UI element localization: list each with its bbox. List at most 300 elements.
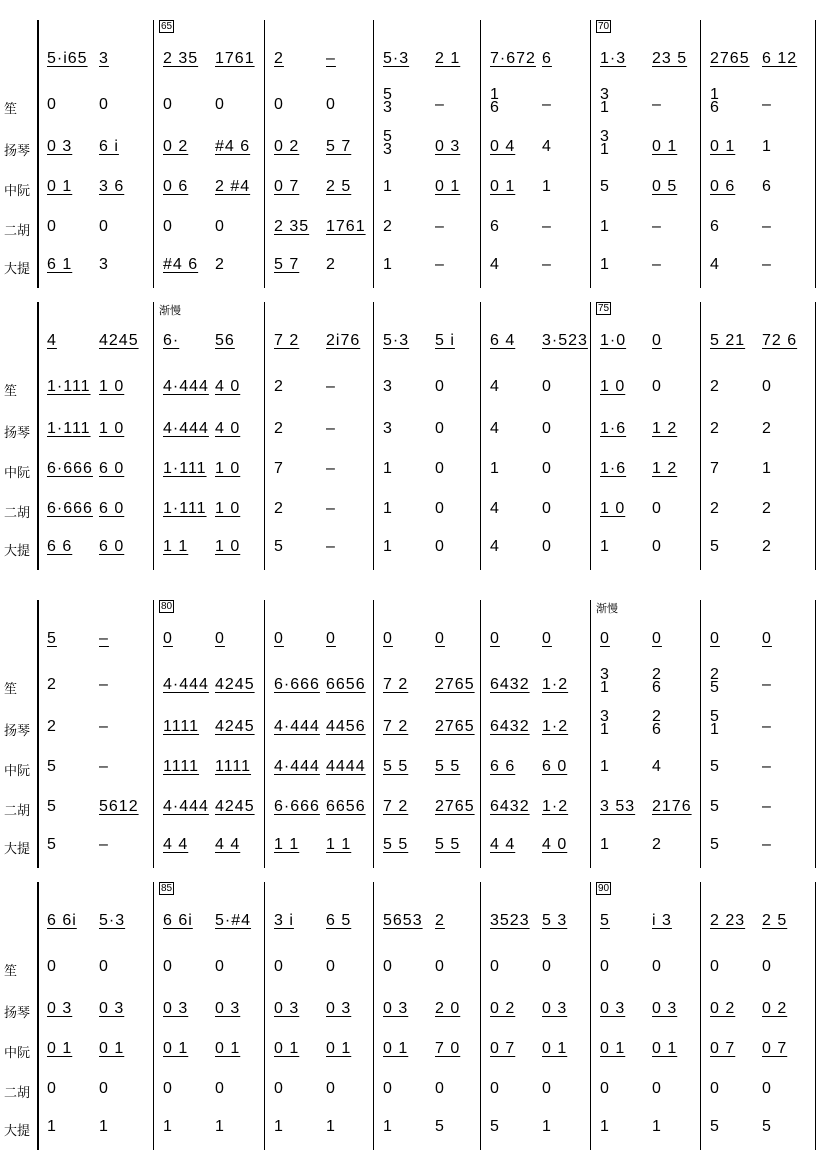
part-note: 5 (710, 758, 720, 775)
bar-line (373, 600, 374, 868)
part-note: 2 0 (435, 1000, 461, 1017)
part-note: 6 (762, 178, 772, 195)
part-note: 3 53 (600, 798, 636, 815)
part-note: – (762, 218, 772, 235)
melody-note: 3·523 (542, 332, 588, 349)
part-note: 1 1 (163, 538, 189, 555)
part-note: 2 (762, 538, 772, 555)
part-note: 6 0 (99, 460, 125, 477)
melody-note: 5·3 (383, 50, 410, 67)
melody-note: i 3 (652, 912, 672, 929)
melody-note: 2 (274, 50, 284, 67)
melody-note: 0 (274, 630, 284, 647)
part-note: 5 (47, 836, 57, 853)
part-note: 5 7 (274, 256, 300, 273)
part-note: 1·111 (47, 378, 91, 395)
part-note: 0 2 (762, 1000, 788, 1017)
melody-note: 5 (600, 912, 610, 929)
melody-note: 0 (326, 630, 336, 647)
part-note: 1 0 (215, 460, 241, 477)
part-note: – (762, 718, 772, 735)
part-note: – (99, 718, 109, 735)
part-note: 0 (383, 1080, 393, 1097)
part-note: 0 2 (490, 1000, 516, 1017)
melody-note: 6 6i (47, 912, 77, 929)
part-note: – (542, 256, 552, 273)
melody-note: 0 (215, 630, 225, 647)
part-note: – (762, 256, 772, 273)
part-note: 0 (435, 500, 445, 517)
part-note: 2 (762, 420, 772, 437)
instrument-label: 笙 (4, 384, 18, 399)
part-note: 4 4 (163, 836, 189, 853)
part-note: 4·444 (163, 378, 209, 395)
part-note: 4245 (215, 798, 255, 815)
part-note: 1 (600, 256, 610, 273)
part-note: 0 (652, 538, 662, 555)
part-note: 0 (435, 538, 445, 555)
part-note: 1·2 (542, 718, 569, 735)
part-note: 0 (215, 1080, 225, 1097)
bar-line (37, 20, 39, 288)
part-note: 6656 (326, 676, 366, 693)
part-note: 0 3 (274, 1000, 300, 1017)
bar-line (264, 882, 265, 1150)
part-note: 0 (542, 500, 552, 517)
part-note: 0 (47, 1080, 57, 1097)
part-note: 0 (163, 958, 173, 975)
melody-note: 2 5 (762, 912, 788, 929)
part-note: 7 2 (383, 798, 409, 815)
melody-note: 72 6 (762, 332, 798, 349)
rehearsal-mark: 90 (598, 883, 610, 894)
melody-note: 7 2 (274, 332, 300, 349)
melody-note: 1·0 (600, 332, 627, 349)
bar-line (700, 302, 701, 570)
part-note: 0 (215, 958, 225, 975)
part-note: 1 (383, 500, 393, 517)
score-system (0, 598, 826, 868)
part-note: 0 7 (710, 1040, 736, 1057)
part-note: 4 (490, 500, 500, 517)
part-note: 4·444 (163, 676, 209, 693)
melody-note: 0 (762, 630, 772, 647)
part-note: 4·444 (274, 758, 320, 775)
part-note: 2 (215, 256, 225, 273)
melody-note: 2 23 (710, 912, 746, 929)
melody-note: 6· (163, 332, 180, 349)
part-note: 4444 (326, 758, 366, 775)
part-note: 0 1 (99, 1040, 125, 1057)
part-note: 0 (274, 1080, 284, 1097)
part-note: 0 (762, 1080, 772, 1097)
part-note: 3 (99, 256, 109, 273)
part-note: 1·111 (47, 420, 91, 437)
instrument-label: 二胡 (4, 224, 31, 239)
part-note: 5 (710, 836, 720, 853)
part-note: 0 (47, 96, 57, 113)
part-note: 5 5 (435, 836, 461, 853)
part-note: 6 6 (490, 758, 516, 775)
part-note: 2 5 (710, 666, 720, 696)
part-note: 2 (710, 378, 720, 395)
part-note: – (99, 758, 109, 775)
melody-note: 5·i65 (47, 50, 88, 67)
instrument-label: 中阮 (4, 1046, 31, 1061)
part-note: 0 3 (435, 138, 461, 155)
melody-note: – (99, 630, 109, 647)
part-note: 0 (710, 958, 720, 975)
part-note: 0 1 (652, 1040, 678, 1057)
part-note: 6 (490, 218, 500, 235)
part-note: 1 0 (215, 500, 241, 517)
part-note: 0 (215, 218, 225, 235)
part-note: #4 6 (163, 256, 199, 273)
part-note: 1 2 (652, 420, 678, 437)
part-note: 1 2 (652, 460, 678, 477)
part-note: 1 (600, 218, 610, 235)
part-note: 1 (383, 1118, 393, 1135)
part-note: 0 (542, 1080, 552, 1097)
part-note: 2 (47, 676, 57, 693)
instrument-label: 笙 (4, 102, 18, 117)
instrument-label: 大提 (4, 842, 31, 857)
part-note: 0 (99, 218, 109, 235)
part-note: 1 (542, 1118, 552, 1135)
melody-note: 0 (652, 332, 662, 349)
part-note: 2176 (652, 798, 692, 815)
part-note: 7 (274, 460, 284, 477)
bar-line (37, 302, 39, 570)
part-note: 7 (710, 460, 720, 477)
part-note: 3 (383, 420, 393, 437)
melody-note: 5·3 (383, 332, 410, 349)
part-note: 0 3 (600, 1000, 626, 1017)
instrument-label: 大提 (4, 544, 31, 559)
part-note: 1 (47, 1118, 57, 1135)
instrument-label: 扬琴 (4, 724, 31, 739)
instrument-label: 二胡 (4, 804, 31, 819)
part-note: 4 0 (215, 420, 241, 437)
part-note: – (762, 676, 772, 693)
part-note: 0 1 (215, 1040, 241, 1057)
part-note: 0 6 (163, 178, 189, 195)
melody-note: 4245 (99, 332, 139, 349)
bar-line (373, 20, 374, 288)
part-note: 4·444 (163, 798, 209, 815)
part-note: 0 (163, 1080, 173, 1097)
part-note: 0 (163, 96, 173, 113)
bar-line (153, 600, 154, 868)
part-note: 0 2 (710, 1000, 736, 1017)
part-note: 0 (600, 1080, 610, 1097)
part-note: 1111 (163, 718, 200, 735)
part-note: 6 6 (47, 538, 73, 555)
part-note: 4 (652, 758, 662, 775)
part-note: – (542, 96, 552, 113)
melody-note: 5653 (383, 912, 423, 929)
melody-note: 5·#4 (215, 912, 252, 929)
part-note: – (542, 218, 552, 235)
melody-note: 0 (600, 630, 610, 647)
part-note: – (652, 96, 662, 113)
part-note: 5 5 (383, 758, 409, 775)
part-note: 4 (490, 256, 500, 273)
instrument-label: 笙 (4, 682, 18, 697)
part-note: 3 (383, 378, 393, 395)
part-note: 6 i (99, 138, 119, 155)
part-note: 0 (47, 958, 57, 975)
part-note: 1 (383, 538, 393, 555)
part-note: 4 (710, 256, 720, 273)
part-note: 2 (652, 836, 662, 853)
bar-line (480, 20, 481, 288)
part-note: 2 (710, 500, 720, 517)
part-note: 1 0 (215, 538, 241, 555)
part-note: 0 (542, 538, 552, 555)
part-note: 5 (490, 1118, 500, 1135)
part-note: 5 (435, 1118, 445, 1135)
part-note: 1 (600, 538, 610, 555)
part-note: 0 3 (163, 1000, 189, 1017)
part-note: 1 (163, 1118, 173, 1135)
part-note: 0 3 (652, 1000, 678, 1017)
part-note: 3 6 (99, 178, 125, 195)
part-note: 0 (274, 96, 284, 113)
part-note: 1 1 (326, 836, 352, 853)
part-note: 4 0 (542, 836, 568, 853)
bar-line (264, 20, 265, 288)
part-note: 2 (274, 378, 284, 395)
bar-line (700, 20, 701, 288)
part-note: 0 (762, 378, 772, 395)
part-note: 0 (435, 378, 445, 395)
instrument-label: 笙 (4, 964, 18, 979)
melody-note: 1761 (215, 50, 255, 67)
part-note: – (326, 420, 336, 437)
part-note: 0 (163, 218, 173, 235)
part-note: 1·6 (600, 420, 627, 437)
part-note: 4·444 (274, 718, 320, 735)
part-note: 5 (600, 178, 610, 195)
instrument-label: 扬琴 (4, 1006, 31, 1021)
bar-line (153, 882, 154, 1150)
part-note: 0 (383, 958, 393, 975)
part-note: 1 0 (99, 378, 125, 395)
part-note: 0 (600, 958, 610, 975)
bar-line (37, 600, 39, 868)
part-note: – (762, 836, 772, 853)
part-note: 4·444 (163, 420, 209, 437)
instrument-label: 中阮 (4, 764, 31, 779)
part-note: 4 (542, 138, 552, 155)
melody-note: 0 (383, 630, 393, 647)
part-note: 0 1 (47, 178, 73, 195)
part-note: 5 (47, 758, 57, 775)
melody-note: 5·3 (99, 912, 126, 929)
part-note: 1 0 (99, 420, 125, 437)
part-note: 5 5 (383, 836, 409, 853)
melody-note: 0 (435, 630, 445, 647)
part-note: 3 1 (600, 86, 610, 116)
part-note: 2765 (435, 676, 475, 693)
rehearsal-mark: 75 (598, 303, 610, 314)
part-note: 0 (710, 1080, 720, 1097)
melody-note: 7·672 (490, 50, 536, 67)
melody-note: 6 (542, 50, 552, 67)
part-note: 2 #4 (215, 178, 251, 195)
part-note: 1·111 (163, 500, 207, 517)
melody-note: 2 1 (435, 50, 461, 67)
part-note: 1 (542, 178, 552, 195)
melody-note: 3523 (490, 912, 530, 929)
part-note: 2 6 (652, 666, 662, 696)
part-note: 4 0 (215, 378, 241, 395)
part-note: 1761 (326, 218, 366, 235)
part-note: 0 (652, 1080, 662, 1097)
part-note: 5 (47, 798, 57, 815)
part-note: 4 (490, 378, 500, 395)
part-note: 1·2 (542, 676, 569, 693)
part-note: – (762, 758, 772, 775)
part-note: – (435, 256, 445, 273)
bar-line (590, 600, 591, 868)
part-note: 0 3 (47, 138, 73, 155)
bar-line (815, 882, 816, 1150)
part-note: 7 0 (435, 1040, 461, 1057)
rehearsal-mark: 80 (161, 601, 173, 612)
part-note: – (326, 460, 336, 477)
bar-line (153, 20, 154, 288)
part-note: 1111 (215, 758, 252, 775)
melody-note: 0 (652, 630, 662, 647)
melody-note: 5 i (435, 332, 455, 349)
part-note: 0 (762, 958, 772, 975)
part-note: 2 6 (652, 708, 662, 738)
part-note: 1 1 (274, 836, 300, 853)
part-note: 6432 (490, 676, 530, 693)
melody-note: 6 6i (163, 912, 193, 929)
bar-line (590, 882, 591, 1150)
part-note: 1 (600, 1118, 610, 1135)
part-note: – (435, 218, 445, 235)
part-note: 0 (652, 500, 662, 517)
part-note: 6·666 (274, 676, 320, 693)
bar-line (590, 20, 591, 288)
part-note: 3 1 (600, 708, 610, 738)
part-note: 2 (710, 420, 720, 437)
part-note: 1 (383, 256, 393, 273)
part-note: 0 (326, 958, 336, 975)
part-note: #4 6 (215, 138, 251, 155)
part-note: 0 1 (652, 138, 678, 155)
part-note: 5 1 (710, 708, 720, 738)
part-note: 4 4 (215, 836, 241, 853)
instrument-label: 扬琴 (4, 144, 31, 159)
bar-line (700, 600, 701, 868)
part-note: 5 7 (326, 138, 352, 155)
part-note: 3 1 (600, 128, 610, 158)
part-note: 2 (274, 500, 284, 517)
part-note: 2 (47, 718, 57, 735)
part-note: 1 (762, 138, 772, 155)
part-note: 0 1 (163, 1040, 189, 1057)
part-note: 0 1 (710, 138, 736, 155)
part-note: 2 5 (326, 178, 352, 195)
part-note: 1 (326, 1118, 336, 1135)
part-note: 1 (215, 1118, 225, 1135)
melody-note: 0 (710, 630, 720, 647)
part-note: 0 (47, 218, 57, 235)
melody-note: 2 (435, 912, 445, 929)
bar-line (480, 302, 481, 570)
melody-note: 56 (215, 332, 235, 349)
melody-note: 3 i (274, 912, 294, 929)
melody-note: 23 5 (652, 50, 688, 67)
part-note: 1 (600, 758, 610, 775)
part-note: 1 6 (710, 86, 720, 116)
part-note: 1·6 (600, 460, 627, 477)
part-note: 0 (652, 378, 662, 395)
part-note: 0 3 (215, 1000, 241, 1017)
part-note: 0 3 (99, 1000, 125, 1017)
instrument-label: 中阮 (4, 184, 31, 199)
part-note: 0 (326, 1080, 336, 1097)
part-note: 0 (435, 958, 445, 975)
part-note: 1 (274, 1118, 284, 1135)
part-note: 6 1 (47, 256, 73, 273)
part-note: 5 (274, 538, 284, 555)
part-note: 5 5 (435, 758, 461, 775)
part-note: 1·2 (542, 798, 569, 815)
part-note: 1 0 (600, 378, 626, 395)
melody-note: – (326, 50, 336, 67)
part-note: 0 (490, 1080, 500, 1097)
part-note: 6 0 (99, 538, 125, 555)
part-note: 4456 (326, 718, 366, 735)
part-note: 2 35 (274, 218, 310, 235)
part-note: 0 7 (762, 1040, 788, 1057)
bar-line (700, 882, 701, 1150)
part-note: 1 (652, 1118, 662, 1135)
part-note: 7 2 (383, 718, 409, 735)
instrument-label: 大提 (4, 262, 31, 277)
part-note: 0 (435, 420, 445, 437)
melody-note: 5 21 (710, 332, 746, 349)
melody-note: 2765 (710, 50, 750, 67)
part-note: 1 (762, 460, 772, 477)
part-note: 3 1 (600, 666, 610, 696)
part-note: 0 2 (163, 138, 189, 155)
part-note: 0 7 (490, 1040, 516, 1057)
part-note: 0 (99, 96, 109, 113)
melody-note: 2i76 (326, 332, 361, 349)
part-note: 0 (542, 460, 552, 477)
part-note: 1 0 (600, 500, 626, 517)
part-note: 4 (490, 420, 500, 437)
melody-note: 6 4 (490, 332, 516, 349)
part-note: 0 2 (274, 138, 300, 155)
part-note: 6656 (326, 798, 366, 815)
part-note: 0 3 (383, 1000, 409, 1017)
part-note: – (652, 256, 662, 273)
part-note: 0 (274, 958, 284, 975)
part-note: 5 (710, 1118, 720, 1135)
part-note: 1111 (163, 758, 200, 775)
bar-line (373, 302, 374, 570)
part-note: 1 (383, 460, 393, 477)
instrument-label: 二胡 (4, 506, 31, 521)
